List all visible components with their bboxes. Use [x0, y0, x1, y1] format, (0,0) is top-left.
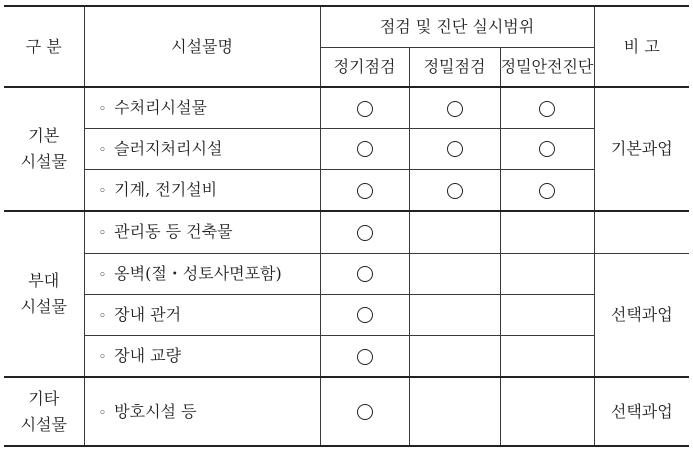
facility-item — [84, 294, 320, 335]
facility-label: 수처리시설물 — [114, 97, 207, 117]
header-remarks: 비 고 — [594, 6, 689, 87]
category-line: 부대 — [28, 271, 60, 291]
circle-mark-icon — [357, 404, 373, 420]
category-line: 시설물 — [20, 414, 67, 434]
circle-mark-icon — [357, 225, 373, 241]
header-detailed-inspection: 정밀점검 — [409, 47, 500, 87]
facility-item — [84, 87, 320, 128]
circle-mark-icon — [447, 183, 463, 199]
mark-cell — [500, 128, 594, 169]
empty-cell — [409, 253, 500, 294]
circle-mark-icon — [357, 141, 373, 157]
bullet: ◦ — [98, 349, 107, 365]
bullet: ◦ — [98, 183, 107, 199]
circle-mark-icon — [539, 141, 555, 157]
empty-cell — [500, 253, 594, 294]
circle-mark-icon — [357, 307, 373, 323]
facility-item — [84, 377, 320, 446]
facility-label: 슬러지처리시설 — [114, 138, 223, 158]
bullet: ◦ — [98, 405, 107, 421]
circle-mark-icon — [447, 101, 463, 117]
facility-item — [84, 169, 320, 211]
inspection-scope-table — [4, 5, 689, 447]
mark-cell — [320, 335, 409, 377]
empty-remark-cell — [594, 211, 689, 253]
facility-label: 장내 교량 — [114, 345, 182, 365]
header-safety-diagnosis: 정밀안전진단 — [500, 47, 594, 87]
mark-cell — [320, 253, 409, 294]
facility-label: 기계, 전기설비 — [114, 179, 218, 199]
mark-cell — [409, 87, 500, 128]
bullet: ◦ — [98, 308, 107, 324]
circle-mark-icon — [357, 101, 373, 117]
mark-cell — [320, 294, 409, 335]
category-line: 기타 — [28, 388, 60, 408]
empty-cell — [409, 211, 500, 253]
bullet: ◦ — [98, 142, 107, 158]
facility-item — [84, 253, 320, 294]
empty-cell — [409, 335, 500, 377]
mark-cell — [409, 128, 500, 169]
mark-cell — [500, 169, 594, 211]
header-scope: 점검 및 진단 실시범위 — [320, 6, 594, 47]
bullet: ◦ — [98, 267, 107, 283]
mark-cell — [320, 128, 409, 169]
circle-mark-icon — [357, 266, 373, 282]
facility-label: 관리동 등 건축물 — [114, 222, 233, 242]
empty-cell — [409, 377, 500, 446]
remark-cell: 기본과업 — [594, 87, 689, 211]
header-category: 구 분 — [4, 6, 84, 87]
empty-cell — [500, 211, 594, 253]
circle-mark-icon — [447, 141, 463, 157]
category-auxiliary — [4, 211, 84, 377]
category-line: 시설물 — [20, 297, 67, 316]
bullet: ◦ — [98, 226, 107, 242]
mark-cell — [409, 169, 500, 211]
facility-item — [84, 211, 320, 253]
circle-mark-icon — [357, 183, 373, 199]
facility-label: 옹벽(절・성토사면포함) — [114, 263, 282, 283]
empty-cell — [409, 294, 500, 335]
category-line: 기본 — [28, 126, 60, 146]
category-basic — [4, 87, 84, 211]
remark-cell: 선택과업 — [594, 377, 689, 446]
empty-cell — [500, 335, 594, 377]
header-regular-inspection: 정기점검 — [320, 47, 409, 87]
bullet: ◦ — [98, 101, 107, 117]
empty-cell — [500, 377, 594, 446]
mark-cell — [320, 211, 409, 253]
header-facility-name: 시설물명 — [84, 6, 320, 87]
mark-cell — [320, 87, 409, 128]
remark-cell: 선택과업 — [594, 253, 689, 377]
empty-cell — [500, 294, 594, 335]
facility-label: 방호시설 등 — [114, 401, 197, 421]
facility-label: 장내 관거 — [114, 304, 182, 324]
circle-mark-icon — [539, 183, 555, 199]
circle-mark-icon — [539, 101, 555, 117]
mark-cell — [320, 169, 409, 211]
category-other — [4, 377, 84, 446]
facility-item — [84, 128, 320, 169]
category-line: 시설물 — [20, 152, 67, 171]
facility-item — [84, 335, 320, 377]
circle-mark-icon — [357, 349, 373, 365]
mark-cell — [500, 87, 594, 128]
mark-cell — [320, 377, 409, 446]
